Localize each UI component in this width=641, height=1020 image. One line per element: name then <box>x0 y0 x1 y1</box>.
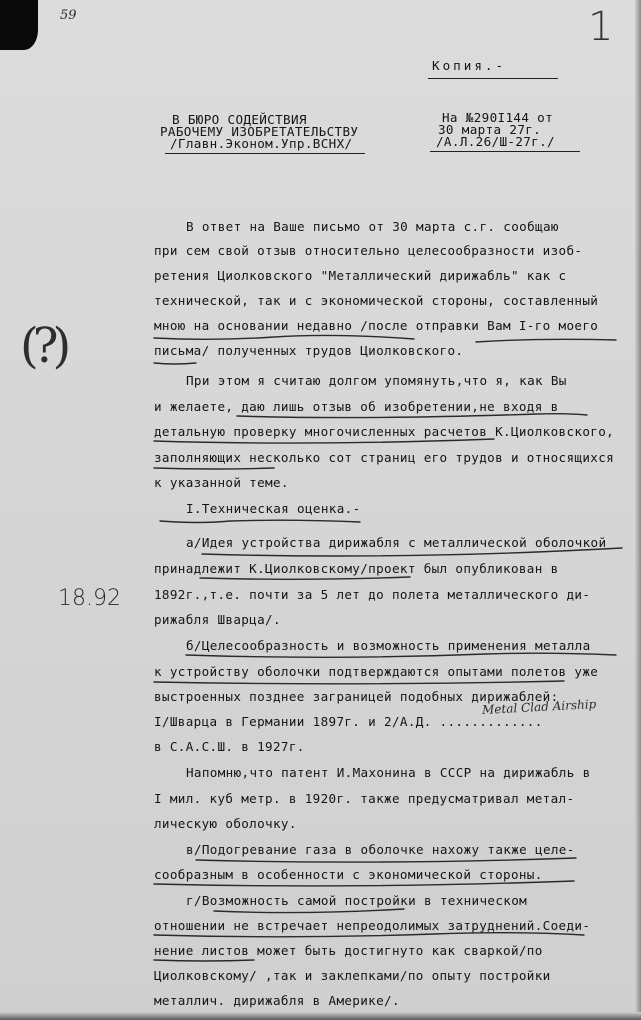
margin-question-mark: ? <box>32 318 53 374</box>
body-line: к устройству оболочки подтверждаются опытами полетов уже <box>154 664 599 679</box>
body-line: принадлежит К.Циолковскому/проект был опубликован в <box>154 561 559 576</box>
body-line: При этом я считаю долгом упомянуть,что я, как Вы <box>186 373 567 388</box>
underline-mark <box>154 933 584 937</box>
underline-mark <box>200 577 410 579</box>
underline-mark <box>154 468 274 469</box>
body-line: рижабля Шварца/. <box>154 612 281 627</box>
addressee-line-3: /Главн.Эконом.Упр.ВСНХ/ <box>170 136 353 151</box>
body-line: лическую оболочку. <box>154 816 297 831</box>
body-line: г/Возможность самой постройки в техническом <box>186 893 528 908</box>
body-line: Циолковскому/ ,так и заклепками/по опыту постройки <box>154 968 551 983</box>
body-line: металлич. дирижабля в Америке/. <box>154 993 400 1008</box>
underline-mark <box>154 960 254 961</box>
body-line: нение листов может быть достигнуто как сваркой/по <box>154 943 543 958</box>
margin-question-annotation: (?) <box>20 318 66 374</box>
underline-mark <box>186 653 616 657</box>
body-line: и желаете, даю лишь отзыв об изобретении,не входя в <box>154 399 559 414</box>
body-line: технической, так и с экономической стороны, составленный <box>154 293 599 308</box>
reference-line-1: На №290I144 от <box>442 110 554 125</box>
body-line: выстроенных позднее заграницей подобных дирижаблей: <box>154 689 559 704</box>
body-line: В ответ на Ваше письмо от 30 марта с.г. сообщаю <box>186 219 559 234</box>
reference-line-3: /А.Л.26/Ш-27г./ <box>436 134 555 149</box>
reference-line-2: 30 марта 27г. <box>438 122 542 137</box>
underline-mark <box>154 439 494 443</box>
addressee-line-1: В БЮРО СОДЕЙСТВИЯ <box>172 112 307 127</box>
page-edge-shadow <box>635 0 641 1020</box>
body-line: I/Шварца в Германии 1897г. и 2/А.Д. ............. <box>154 714 543 729</box>
body-line: детальную проверку многочисленных расчетов К.Циолковского, <box>154 424 615 439</box>
body-line: отношении не встречает непреодолимых затруднений.Соеди- <box>154 918 591 933</box>
page-bottom-shadow <box>0 1012 641 1020</box>
underline-mark <box>154 363 196 364</box>
underline-mark <box>154 681 564 684</box>
body-line: б/Целесообразность и возможность применения металла <box>186 638 591 653</box>
copy-label-underline <box>428 78 558 79</box>
copy-label: Копия.- <box>432 58 507 73</box>
underline-mark <box>196 858 576 862</box>
sheet-number: 1 <box>588 4 614 50</box>
corner-ink-blot <box>0 0 38 50</box>
archive-page-mark: 59 <box>60 8 77 23</box>
body-line: при сем свой отзыв относительно целесообразности изоб- <box>154 243 583 258</box>
body-line: к указанной теме. <box>154 475 289 490</box>
body-line: Напомню,что патент И.Махонина в СССР на дирижабль в <box>186 765 591 780</box>
underline-mark <box>214 909 404 913</box>
addressee-underline <box>165 153 365 154</box>
body-line: I мил. куб метр. в 1920г. также предусматривал метал- <box>154 791 575 806</box>
body-line: в С.А.С.Ш. в 1927г. <box>154 739 305 754</box>
body-line: письма/ полученных трудов Циолковского. <box>154 343 464 358</box>
body-line: мною на основании недавно /после отправки Вам I-го моего <box>154 318 599 333</box>
underline-mark <box>476 339 616 342</box>
body-line: 1892г.,т.е. почти за 5 лет до полета металлического ди- <box>154 587 591 602</box>
body-line: а/Идея устройства дирижабля с металлической оболочкой <box>186 535 607 550</box>
addressee-line-2: РАБОЧЕМУ ИЗОБРЕТАТЕЛЬСТВУ <box>160 124 359 139</box>
margin-year-note: 18.92 <box>58 586 121 611</box>
body-line: сообразным в особенности с экономической стороны. <box>154 867 543 882</box>
body-line: заполняющих несколько сот страниц его трудов и относящихся <box>154 450 615 465</box>
section-heading: I.Техническая оценка.- <box>186 501 361 516</box>
body-line: в/Подогревание газа в оболочке нахожу также целе- <box>186 842 575 857</box>
underline-mark <box>154 335 414 339</box>
inline-handwritten-note: Metal Clad Airship <box>481 697 597 717</box>
underline-mark <box>160 520 360 522</box>
reference-underline <box>430 151 580 152</box>
body-line: ретения Циолковского "Металлический дирижабль" как с <box>154 268 567 283</box>
underline-mark <box>237 414 587 418</box>
